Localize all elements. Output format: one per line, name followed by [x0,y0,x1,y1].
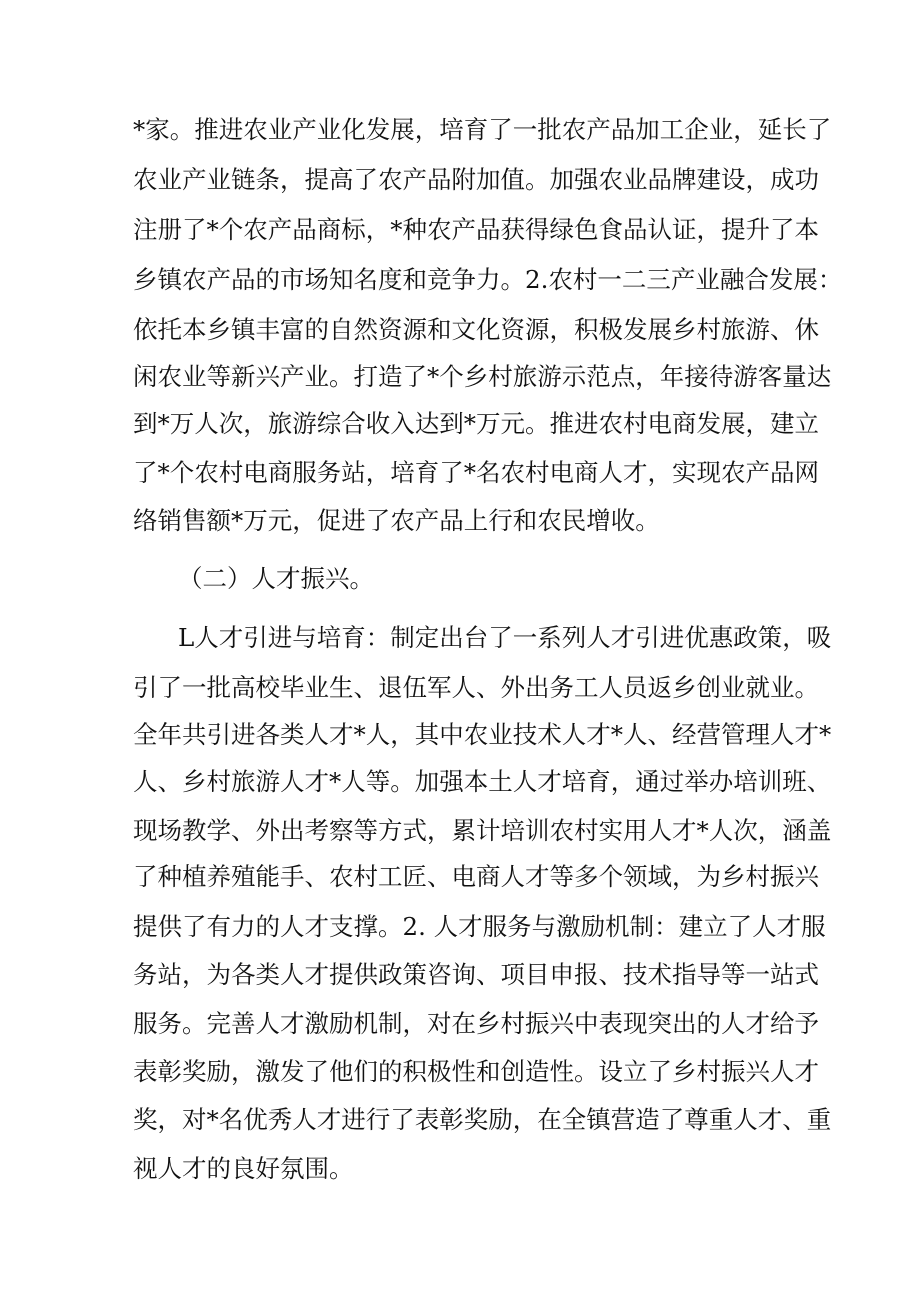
section-heading: （二）人才振兴。 [178,564,374,593]
text-line: 乡镇农产品的市场知名度和竞争力。2.农村一二三产业融合发展： [133,265,843,294]
text-line: 全年共引进各类人才*人，其中农业技术人才*人、经营管理人才* [133,720,832,749]
text-line: *家。推进农业产业化发展，培育了一批农产品加工企业，延长了 [133,115,832,144]
text-line: 农业产业链条，提高了农产品附加值。加强农业品牌建设，成功 [133,165,819,194]
text-line: 引了一批高校毕业生、退伍军人、外出务工人员返乡创业就业。 [133,673,819,702]
text-line: 奖，对*名优秀人才进行了表彰奖励，在全镇营造了尊重人才、重 [133,1105,832,1134]
text-line: 人、乡村旅游人才*人等。加强本土人才培育，通过举办培训班、 [133,767,832,796]
text-line: 提供了有力的人才支撑。2. 人才服务与激励机制：建立了人才服 [133,912,826,941]
text-line: 注册了*个农产品商标，*种农产品获得绿色食品认证，提升了本 [133,215,819,244]
text-line: 了种植养殖能手、农村工匠、电商人才等多个领域，为乡村振兴 [133,862,819,891]
text-line: 表彰奖励，激发了他们的积极性和创造性。设立了乡村振兴人才 [133,1057,819,1086]
text-line: 务站，为各类人才提供政策咨询、项目申报、技术指导等一站式 [133,960,819,989]
text-line: 依托本乡镇丰富的自然资源和文化资源，积极发展乡村旅游、休 [133,315,819,344]
text-line: 视人才的良好氛围。 [133,1154,354,1183]
text-line: L人才引进与培育：制定出台了一系列人才引进优惠政策，吸 [178,623,832,652]
text-line: 了*个农村电商服务站，培育了*名农村电商人才，实现农产品网 [133,458,819,487]
text-line: 闲农业等新兴产业。打造了*个乡村旅游示范点，年接待游客量达 [133,362,832,391]
text-line: 服务。完善人才激励机制，对在乡村振兴中表现突出的人才给予 [133,1009,819,1038]
text-line: 现场教学、外出考察等方式，累计培训农村实用人才*人次，涵盖 [133,816,832,845]
text-line: 到*万人次，旅游综合收入达到*万元。推进农村电商发展，建立 [133,409,819,438]
text-line: 络销售额*万元，促进了农产品上行和农民增收。 [133,506,660,535]
